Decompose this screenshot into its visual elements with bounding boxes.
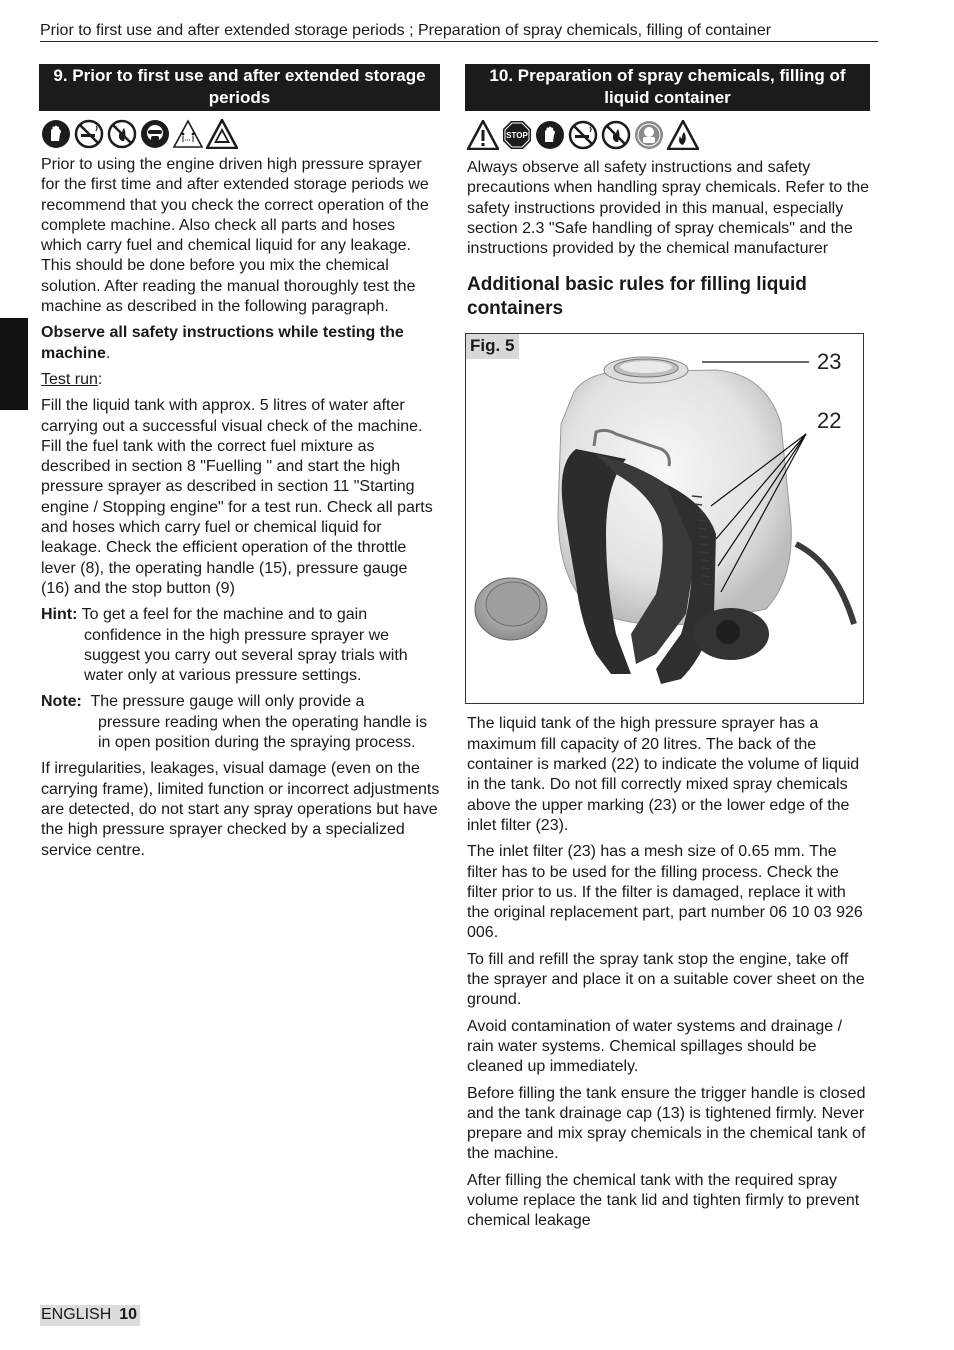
wear-gloves-icon — [41, 119, 71, 149]
refill-procedure-text: To fill and refill the spray tank stop the engine, take off the sprayer and place it on a suitable cover sheet on the ground. — [467, 950, 865, 1009]
figure-label: Fig. 5 — [466, 334, 519, 359]
note-first-line: The pressure gauge will only provide a — [90, 693, 365, 711]
safety-bold-note-text: Observe all safety instructions while testing the machine — [41, 324, 404, 362]
section-10 — [465, 64, 870, 1238]
test-run-text: Fill the liquid tank with approx. 5 litres of water after carrying out a successful visual check of the machine. Fill the fuel tank with the correct fuel mixture as described in section 8 "Fuelling " and start the high pressure sprayer as described in section 11 "Starting engine / Stopping engine" for a test run. Check all parts and hoses which carry fuel or chemical liquid for leakage. Check the efficient operation of the throttle lever (8), the operating handle (15), pressure gauge (16) and the stop button (9) — [41, 397, 433, 597]
inlet-filter-text: The inlet filter (23) has a mesh size of 0.65 mm. The filter has to be used for the filling process. Check the filter prior to us. If the filter is damaged, replace it with the original replacement part, part number 06 10 03 926 006. — [467, 843, 863, 942]
language-side-tab — [0, 318, 28, 410]
no-open-flame-icon — [107, 119, 137, 149]
irregularities-text: If irregularities, leakages, visual damage (even on the carrying frame), limited function or incorrect adjustments are detected, do not start any spray operations but have the high pressure sprayer checked by a specialized service centre. — [41, 760, 440, 859]
note-block — [41, 692, 440, 753]
before-filling-text: Before filling the tank ensure the trigger handle is closed and the tank drainage cap (13) is tightened firmly. Never prepare and mix spray chemicals in the chemical tank of the machine. — [467, 1084, 866, 1163]
svg-text:STOP: STOP — [506, 131, 528, 140]
wear-gloves-icon — [535, 120, 565, 150]
sprayer-tank-illustration — [466, 334, 863, 703]
section-9-intro: Prior to using the engine driven high pressure sprayer for the first time and after extended storage periods we recommend that you check the correct operation of the complete machine. Also check all parts and hoses which carry fuel and chemical liquid for any leakage. This should be done before you mix the chemical solution. After reading the manual thoroughly test the machine as described in the following paragraph. — [41, 156, 429, 316]
general-warning-icon — [467, 120, 499, 150]
section-10-heading: 10. Preparation of spray chemicals, filling of liquid container — [465, 64, 870, 111]
hot-surface-warning-icon — [206, 119, 238, 149]
section-10-intro: Always observe all safety instructions and safety precautions when handling spray chemicals. Refer to the safety instructions provided in this manual, especially section 2.3 "Safe handling of spray chemicals" and the instructions provided by the chemical manufacturer — [467, 159, 869, 258]
note-rest: pressure reading when the operating handle is in open position during the spraying process. — [98, 713, 428, 752]
note-label: Note: — [41, 693, 82, 711]
keep-bystanders-away-icon — [173, 119, 203, 149]
section-9 — [39, 64, 440, 867]
fire-hazard-warning-icon — [667, 120, 699, 150]
test-run-colon: : — [97, 370, 103, 388]
safety-bold-note-end: . — [105, 344, 111, 362]
figure-5 — [465, 333, 864, 704]
section-9-safety-icons — [41, 119, 440, 149]
wear-goggles-icon — [634, 120, 664, 150]
hint-rest: confidence in the high pressure sprayer we suggest you carry out several spray trials with water only at various pressure settings. — [84, 626, 408, 685]
hint-label: Hint: — [41, 606, 78, 624]
hint-block — [41, 605, 440, 686]
after-filling-text: After filling the chemical tank with the required spray volume replace the tank lid and tighten firmly to prevent chemical leakage — [467, 1171, 860, 1230]
hint-first-line: To get a feel for the machine and to gain — [81, 606, 368, 624]
callout-22: 22 — [817, 408, 842, 434]
tank-capacity-text: The liquid tank of the high pressure sprayer has a maximum fill capacity of 20 litres. The back of the container is marked (22) to indicate the volume of liquid in the tank. Do not fill correctly mixed spray chemicals above the upper marking (23) or the lower edge of the inlet filter (23). — [467, 715, 860, 834]
footer-language: ENGLISH — [41, 1306, 112, 1323]
stop-sign-icon — [502, 120, 532, 150]
filling-rules-heading: Additional basic rules for filling liquid containers — [467, 274, 807, 320]
safety-bold-note — [41, 323, 440, 364]
section-10-safety-icons — [467, 120, 870, 150]
contamination-text: Avoid contamination of water systems and drainage / rain water systems. Chemical spillages should be cleaned up immediately. — [467, 1017, 843, 1076]
no-smoking-icon — [74, 119, 104, 149]
test-run-label: Test run — [41, 370, 98, 388]
running-header: Prior to first use and after extended storage periods ; Preparation of spray chemicals, filling of container — [40, 22, 878, 42]
wear-protective-mask-icon — [140, 119, 170, 149]
no-open-flame-icon — [601, 120, 631, 150]
page-number: 10 — [119, 1306, 138, 1323]
callout-23: 23 — [817, 349, 842, 375]
test-run-heading — [41, 370, 440, 390]
section-9-heading: 9. Prior to first use and after extended storage periods — [39, 64, 440, 111]
page-footer — [40, 1305, 140, 1326]
no-smoking-icon — [568, 120, 598, 150]
